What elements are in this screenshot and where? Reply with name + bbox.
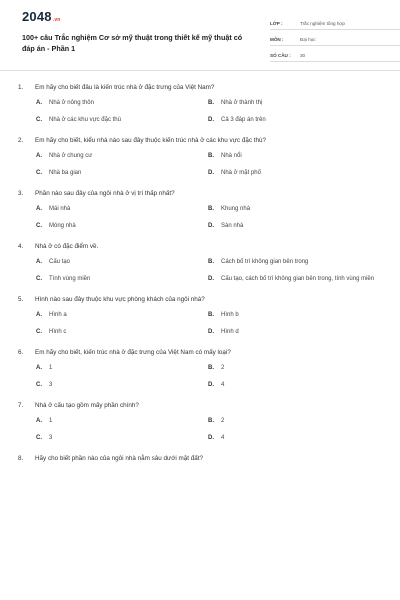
answer-option[interactable] — [36, 258, 208, 267]
question-item — [18, 401, 382, 443]
answer-option[interactable] — [208, 222, 382, 231]
question-body: Hãy cho biết phần nào của ngôi nhà nằm sâu dưới mặt đất? — [35, 455, 203, 462]
question-item — [18, 189, 382, 231]
answer-option[interactable] — [208, 116, 382, 125]
option-text: Hình b — [221, 312, 239, 319]
question-number: 6. — [18, 349, 24, 356]
question-number: 3. — [18, 190, 24, 197]
option-text: Nhà ba gian — [49, 170, 82, 177]
option-letter: C. — [36, 223, 42, 230]
question-item — [18, 136, 382, 178]
option-text: Móng nhà — [49, 223, 76, 230]
option-text: Nhà nổi — [221, 153, 242, 160]
answer-option[interactable] — [36, 169, 208, 178]
question-body: Phần nào sau đây của ngôi nhà ở vị trí thấp nhất? — [35, 190, 175, 197]
meta-row — [270, 30, 400, 46]
document-meta — [270, 14, 400, 62]
option-text: Hình a — [49, 312, 67, 319]
meta-label: SỐ CÂU : — [270, 53, 291, 58]
option-letter: A. — [36, 259, 42, 266]
option-letter: D. — [208, 329, 214, 336]
option-text: Tính vùng miền — [49, 276, 91, 283]
option-text: 4 — [221, 382, 225, 389]
option-text: Mái nhà — [49, 206, 71, 213]
question-item — [18, 83, 382, 125]
question-number: 2. — [18, 137, 24, 144]
option-text: Nhà ở chung cư — [49, 153, 93, 160]
option-letter: C. — [36, 276, 42, 283]
document-title: 100+ câu Trắc nghiệm Cơ sở mỹ thuật trong thiết kế mỹ thuật có đáp án - Phần 1 — [22, 33, 243, 53]
answer-options — [18, 258, 382, 284]
question-body: Em hãy cho biết đâu là kiến trúc nhà ở đặc trưng của Việt Nam? — [35, 84, 215, 91]
answer-option[interactable] — [208, 169, 382, 178]
answer-option[interactable] — [208, 328, 382, 337]
option-text: 2 — [221, 418, 225, 425]
question-body: Em hãy cho biết, kiến trúc nhà ở đặc trưng của Việt Nam có mấy loại? — [35, 349, 231, 356]
option-text: 4 — [221, 435, 225, 442]
option-letter: B. — [208, 153, 214, 160]
answer-option[interactable] — [208, 311, 382, 320]
answer-options — [18, 205, 382, 231]
answer-option[interactable] — [208, 258, 382, 267]
option-letter: B. — [208, 365, 214, 372]
answer-options — [18, 152, 382, 178]
answer-option[interactable] — [36, 275, 208, 284]
option-text: Khung nhà — [221, 206, 251, 213]
answer-options — [18, 99, 382, 125]
option-text: 3 — [49, 382, 53, 389]
option-letter: C. — [36, 329, 42, 336]
question-text — [18, 295, 382, 304]
question-text — [18, 189, 382, 198]
meta-value: Đại học — [300, 37, 316, 42]
question-number: 1. — [18, 84, 24, 91]
answer-option[interactable] — [36, 205, 208, 214]
option-letter: D. — [208, 435, 214, 442]
option-letter: A. — [36, 365, 42, 372]
question-number: 5. — [18, 296, 24, 303]
question-item — [18, 454, 382, 463]
answer-options — [18, 417, 382, 443]
answer-option[interactable] — [36, 116, 208, 125]
option-letter: C. — [36, 382, 42, 389]
question-body: Nhà ở cấu tạo gồm mấy phần chính? — [35, 402, 139, 409]
question-body: Nhà ở có đặc điểm về. — [35, 243, 99, 250]
option-text: 2 — [221, 365, 225, 372]
question-text — [18, 348, 382, 357]
option-letter: A. — [36, 206, 42, 213]
option-letter: D. — [208, 276, 214, 283]
answer-option[interactable] — [208, 275, 382, 284]
question-text — [18, 136, 382, 145]
answer-option[interactable] — [36, 222, 208, 231]
answer-option[interactable] — [208, 205, 382, 214]
answer-option[interactable] — [36, 434, 208, 443]
option-text: Nhà ở mặt phố — [221, 170, 261, 177]
option-letter: A. — [36, 418, 42, 425]
option-text: 3 — [49, 435, 53, 442]
answer-option[interactable] — [208, 381, 382, 390]
answer-option[interactable] — [36, 364, 208, 373]
question-text — [18, 454, 382, 463]
question-number: 7. — [18, 402, 24, 409]
answer-option[interactable] — [36, 417, 208, 426]
logo-domain: .vn — [52, 17, 61, 23]
answer-option[interactable] — [36, 152, 208, 161]
question-number: 8. — [18, 455, 24, 462]
option-text: Hình c — [49, 329, 67, 336]
question-body: Hình nào sau đây thuộc khu vực phòng khách của ngôi nhà? — [35, 296, 205, 303]
question-item — [18, 242, 382, 284]
meta-label: LỚP : — [270, 21, 283, 26]
answer-option[interactable] — [208, 99, 382, 108]
answer-option[interactable] — [208, 417, 382, 426]
option-text: Nhà ở nông thôn — [49, 100, 94, 107]
answer-option[interactable] — [36, 381, 208, 390]
answer-option[interactable] — [208, 434, 382, 443]
question-number: 4. — [18, 243, 24, 250]
option-letter: D. — [208, 382, 214, 389]
option-letter: D. — [208, 117, 214, 124]
answer-option[interactable] — [208, 152, 382, 161]
option-letter: C. — [36, 170, 42, 177]
option-letter: C. — [36, 435, 42, 442]
meta-row — [270, 46, 400, 62]
option-text: 1 — [49, 365, 53, 372]
answer-options — [18, 364, 382, 390]
answer-option[interactable] — [36, 311, 208, 320]
option-letter: A. — [36, 153, 42, 160]
option-letter: B. — [208, 312, 214, 319]
question-list — [18, 71, 382, 463]
option-letter: D. — [208, 170, 214, 177]
option-text: Nhà ở thành thị — [221, 100, 263, 107]
meta-row — [270, 14, 400, 30]
option-text: Hình d — [221, 329, 239, 336]
document-header — [18, 0, 382, 70]
question-text — [18, 83, 382, 92]
answer-option[interactable] — [36, 328, 208, 337]
option-letter: D. — [208, 223, 214, 230]
option-letter: A. — [36, 100, 42, 107]
answer-option[interactable] — [208, 364, 382, 373]
option-letter: A. — [36, 312, 42, 319]
question-text — [18, 242, 382, 251]
meta-label: MÔN : — [270, 37, 284, 42]
option-text: Cấu tạo, cách bố trí không gian bên trong, tính vùng miền — [221, 276, 375, 283]
option-letter: B. — [208, 259, 214, 266]
answer-option[interactable] — [36, 99, 208, 108]
option-letter: B. — [208, 418, 214, 425]
question-item — [18, 295, 382, 337]
question-text — [18, 401, 382, 410]
option-text: Cấu tạo — [49, 259, 71, 266]
option-text: Cả 3 đáp án trên — [221, 117, 266, 124]
option-text: Nhà ở các khu vực đặc thù — [49, 117, 121, 124]
answer-options — [18, 311, 382, 337]
option-text: 1 — [49, 418, 53, 425]
meta-value: Trắc nghiệm tổng hợp — [300, 21, 345, 26]
question-body: Em hãy cho biết, kiểu nhà nào sau đây thuộc kiến trúc nhà ở các khu vực đặc thù? — [35, 137, 266, 144]
option-text: Sàn nhà — [221, 223, 244, 230]
meta-value: 30 — [300, 53, 306, 58]
option-text: Cách bố trí không gian bên trong — [221, 259, 309, 266]
option-letter: B. — [208, 100, 214, 107]
question-item — [18, 348, 382, 390]
site-logo[interactable]: 2048.vn — [22, 9, 61, 24]
option-letter: B. — [208, 206, 214, 213]
option-letter: C. — [36, 117, 42, 124]
